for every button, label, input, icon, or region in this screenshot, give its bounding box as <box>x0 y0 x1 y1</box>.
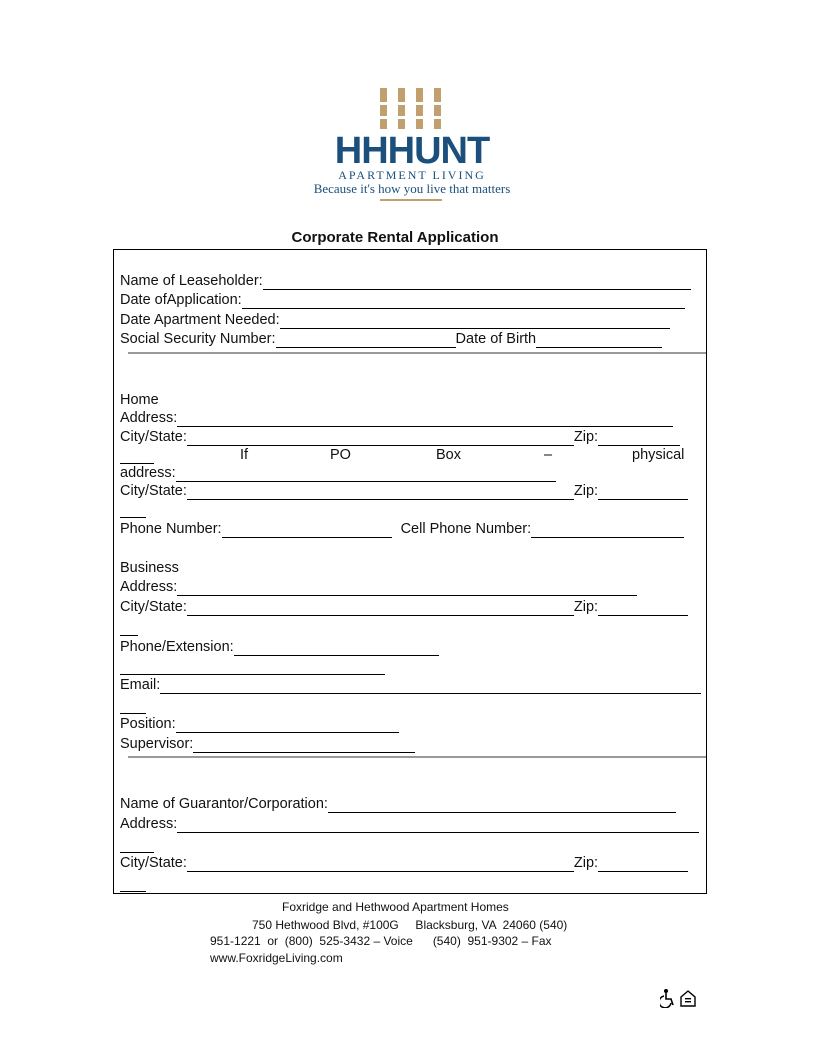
email-field-cont[interactable] <box>120 700 146 714</box>
section-divider <box>128 352 706 354</box>
accessibility-icon <box>660 988 700 1008</box>
physical-zip-continuation <box>120 500 146 518</box>
date-application-row <box>120 291 685 309</box>
equal-housing-icon <box>681 991 695 1006</box>
guarantor-address-field-cont[interactable] <box>120 839 154 853</box>
footer-line-2: 750 Hethwood Blvd, #100G Blacksburg, VA 24060 (540) <box>252 918 568 932</box>
business-label: Business <box>120 560 179 576</box>
home-city-field[interactable] <box>187 432 574 446</box>
position-field[interactable] <box>176 719 399 733</box>
date-application-label: Date ofApplication: <box>120 292 242 308</box>
po-box: Box <box>436 447 461 463</box>
home-heading <box>120 391 159 409</box>
form-title: Corporate Rental Application <box>291 229 499 246</box>
home-zip-field-cont[interactable] <box>120 450 154 464</box>
date-application-field[interactable] <box>242 295 685 309</box>
guarantor-address-row <box>120 815 699 833</box>
home-address-field[interactable] <box>177 413 673 427</box>
po-physical: physical <box>632 447 685 463</box>
business-city-label: City/State: <box>120 599 187 615</box>
leaseholder-field[interactable] <box>263 276 691 290</box>
po-dash: – <box>544 447 553 463</box>
guarantor-label: Name of Guarantor/Corporation: <box>120 796 328 812</box>
phone-ext-row <box>120 638 439 656</box>
business-address-label: Address: <box>120 579 178 595</box>
home-city-label: City/State: <box>120 429 187 445</box>
dob-field[interactable] <box>536 334 662 348</box>
ssn-row <box>120 330 662 348</box>
guarantor-address-continuation <box>120 835 154 853</box>
physical-address-field[interactable] <box>176 468 556 482</box>
phone-ext-field-cont[interactable] <box>120 661 385 675</box>
home-zip-continuation <box>120 446 154 464</box>
guarantor-city-label: City/State: <box>120 855 187 871</box>
phone-ext-label: Phone/Extension: <box>120 639 234 655</box>
email-row <box>120 676 701 694</box>
dob-label: Date of Birth <box>455 331 537 347</box>
footer-icons <box>660 988 700 1008</box>
phone-ext-field[interactable] <box>234 642 439 656</box>
business-zip-field-cont[interactable] <box>120 622 138 636</box>
business-city-row <box>120 598 688 616</box>
supervisor-label: Supervisor: <box>120 736 194 752</box>
email-label: Email: <box>120 677 161 693</box>
po-if: If <box>240 447 249 463</box>
date-needed-row <box>120 311 670 329</box>
supervisor-row <box>120 735 415 753</box>
leaseholder-label: Name of Leaseholder: <box>120 273 263 289</box>
date-needed-field[interactable] <box>280 315 670 329</box>
business-address-row <box>120 578 637 596</box>
footer-line-3: 951-1221 or (800) 525-3432 – Voice (540) 951-9302 – Fax <box>210 934 552 948</box>
guarantor-row <box>120 795 676 813</box>
logo-bars-icon <box>380 88 442 132</box>
email-field[interactable] <box>160 680 701 694</box>
ssn-field[interactable] <box>276 334 456 348</box>
logo-underline <box>380 199 442 201</box>
physical-city-field[interactable] <box>187 486 574 500</box>
footer-website-link[interactable]: www.FoxridgeLiving.com <box>210 951 343 965</box>
supervisor-field[interactable] <box>193 739 415 753</box>
section-divider-2 <box>128 756 706 758</box>
position-label: Position: <box>120 716 176 732</box>
business-heading <box>120 559 179 577</box>
guarantor-city-row <box>120 854 688 872</box>
phone-ext-continuation <box>120 657 385 675</box>
guarantor-zip-field-cont[interactable] <box>120 878 146 892</box>
guarantor-address-field[interactable] <box>177 819 699 833</box>
physical-zip-field-cont[interactable] <box>120 504 146 518</box>
physical-address-row <box>120 464 556 482</box>
business-zip-field[interactable] <box>598 602 688 616</box>
business-zip-continuation <box>120 618 138 636</box>
home-address-row <box>120 409 673 427</box>
business-zip-label: Zip: <box>573 599 599 615</box>
physical-city-label: City/State: <box>120 483 187 499</box>
logo-subtitle: APARTMENT LIVING <box>338 168 486 182</box>
guarantor-field[interactable] <box>328 799 676 813</box>
date-needed-label: Date Apartment Needed: <box>120 312 280 328</box>
physical-address-label: address: <box>120 465 176 481</box>
guarantor-zip-label: Zip: <box>573 855 599 871</box>
guarantor-zip-field[interactable] <box>598 858 688 872</box>
logo-wordmark: HHHUNT <box>334 130 490 172</box>
guarantor-address-label: Address: <box>120 816 178 832</box>
business-city-field[interactable] <box>187 602 574 616</box>
guarantor-zip-continuation <box>120 874 146 892</box>
position-row <box>120 715 399 733</box>
leaseholder-row <box>120 272 691 290</box>
business-address-field[interactable] <box>177 582 637 596</box>
home-zip-label: Zip: <box>573 429 599 445</box>
logo-tagline: Because it's how you live that matters <box>313 181 511 196</box>
physical-zip-label: Zip: <box>573 483 599 499</box>
physical-zip-field[interactable] <box>598 486 688 500</box>
email-continuation <box>120 696 146 714</box>
phone-row <box>120 520 684 538</box>
phone-field[interactable] <box>222 524 392 538</box>
home-address-label: Address: <box>120 410 178 426</box>
guarantor-city-field[interactable] <box>187 858 574 872</box>
ssn-label: Social Security Number: <box>120 331 276 347</box>
home-city-row <box>120 428 680 446</box>
phone-label: Phone Number: <box>120 521 222 537</box>
po-po: PO <box>330 447 351 463</box>
cell-field[interactable] <box>531 524 684 538</box>
cell-label: Cell Phone Number: <box>400 521 532 537</box>
footer-line-1: Foxridge and Hethwood Apartment Homes <box>282 900 509 914</box>
home-zip-field[interactable] <box>598 432 680 446</box>
physical-city-row <box>120 482 688 500</box>
home-label: Home <box>120 392 159 408</box>
